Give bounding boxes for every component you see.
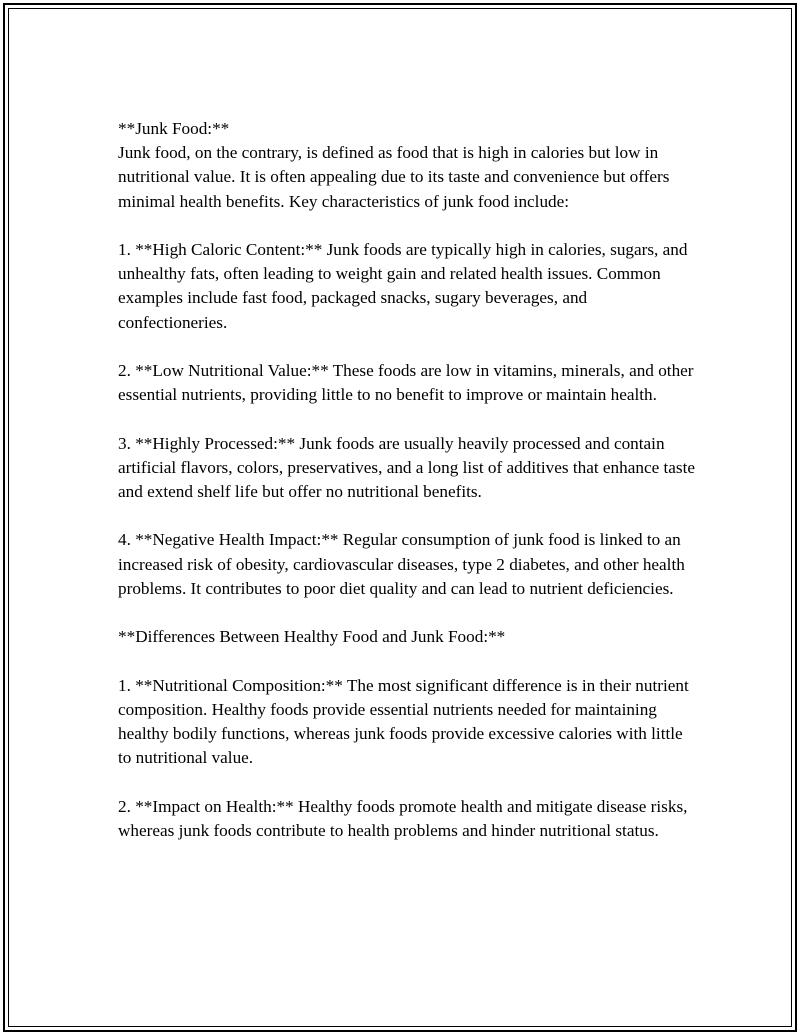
document-body [118,117,698,867]
paragraph-junk-food-intro: **Junk Food:** Junk food, on the contrary, is defined as food that is high in calories but low in nutritional value. It is often appealing due to its taste and convenience but offers minimal health benefits. Key characteristics of junk food include: [118,119,670,211]
paragraph-high-caloric-content: 1. **High Caloric Content:** Junk foods are typically high in calories, sugars, and unhealthy fats, often leading to weight gain and related health issues. Common examples include fast food, packaged snacks, sugary beverages, and confectioneries. [118,240,688,332]
section-heading-differences: **Differences Between Healthy Food and Junk Food:** [118,627,506,647]
paragraph-nutritional-composition: 1. **Nutritional Composition:** The most significant difference is in their nutrient composition. Healthy foods provide essential nutrients needed for maintaining healthy bodily functions, whereas junk foods provide excessive calories with little to nutritional value. [118,675,689,768]
paragraph-highly-processed: 3. **Highly Processed:** Junk foods are usually heavily processed and contain artificial flavors, colors, preservatives, and a long list of additives that enhance taste and extend shelf life but offer no nutritional benefits. [118,433,696,501]
paragraph-impact-on-health: 2. **Impact on Health:** Healthy foods promote health and mitigate disease risks, whereas junk foods contribute to health problems and hinder nutritional status. [118,796,688,840]
paragraph-low-nutritional-value: 2. **Low Nutritional Value:** These foods are low in vitamins, minerals, and other essential nutrients, providing little to no benefit to improve or maintain health. [118,361,694,405]
paragraph-negative-health-impact: 4. **Negative Health Impact:** Regular consumption of junk food is linked to an increased risk of obesity, cardiovascular diseases, type 2 diabetes, and other health problems. It contributes to poor diet quality and can lead to nutrient deficiencies. [118,530,685,598]
